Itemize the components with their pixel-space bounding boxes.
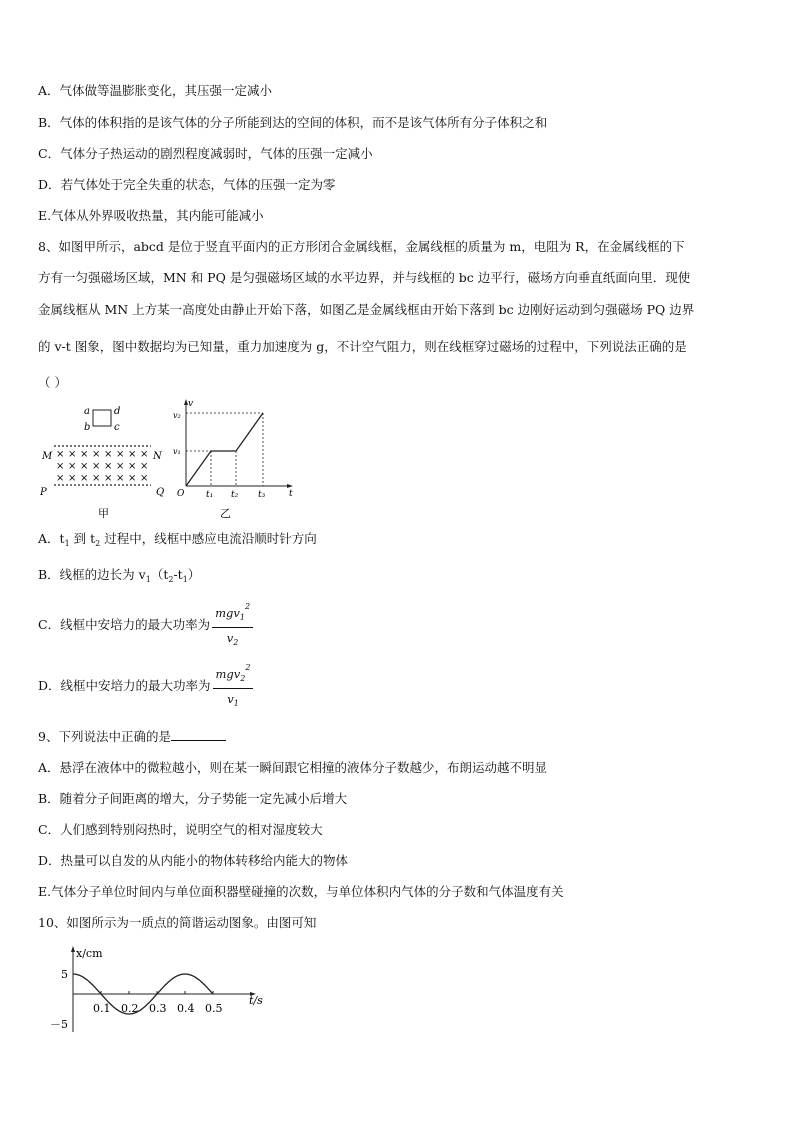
caption-yi: 乙 — [220, 507, 231, 520]
q8-option-b — [38, 567, 200, 588]
field-mark: × — [92, 461, 101, 472]
q8-stem-line-4: 的 v-t 图象，图中数据均为已知量，重力加速度为 g，不计空气阻力，则在线框穿过磁场的过程中，下列说法正确的是 — [38, 339, 687, 354]
tick-label: 0.3 — [149, 1002, 167, 1015]
q8-a-part1: A．t — [38, 531, 65, 546]
origin-label: O — [177, 489, 185, 499]
q7-option-d: D．若气体处于完全失重的状态，气体的压强一定为零 — [38, 177, 336, 192]
corner-c: c — [114, 422, 120, 433]
x-axis-arrow — [71, 946, 75, 952]
q7-option-c: C．气体分子热运动的剧烈程度减弱时，气体的压强一定减小 — [38, 146, 373, 161]
q8-d-den: v — [227, 692, 234, 706]
q9-option-b: B．随着分子间距离的增大，分子势能一定先减小后增大 — [38, 791, 348, 806]
q8-stem-line-5: （ ） — [38, 375, 67, 390]
q8-c-num-sup: 2 — [244, 602, 251, 611]
axis-t-label: t — [289, 489, 293, 499]
tick-label: 0.1 — [93, 1002, 111, 1015]
q9-stem-text: 9、下列说法中正确的是 — [38, 729, 171, 744]
q8-c-den: v — [226, 631, 234, 645]
q8-b-part4: ） — [187, 567, 201, 582]
q9-option-a: A．悬浮在液体中的微粒越小，则在某一瞬间跟它相撞的液体分子数越少，布朗运动越不明显 — [38, 760, 548, 775]
q8-d-num: mgv — [215, 667, 241, 681]
field-mark: × — [128, 461, 137, 472]
q8-d-den-sub: 1 — [233, 699, 239, 708]
field-mark: × — [56, 449, 65, 460]
field-mark: × — [80, 449, 89, 460]
field-mark: × — [80, 461, 89, 472]
field-mark: × — [68, 473, 77, 484]
field-mark: × — [116, 461, 125, 472]
field-mark: × — [140, 473, 149, 484]
q8-c-fraction — [212, 599, 253, 651]
label-m: M — [42, 451, 53, 462]
q8-a-part2: 到 t — [69, 531, 96, 546]
field-mark: × — [128, 449, 137, 460]
q8-a-sub2: 2 — [95, 539, 101, 548]
field-mark: × — [104, 449, 113, 460]
label-q: Q — [156, 487, 165, 498]
q8-b-sub3: 1 — [182, 575, 188, 584]
q8-c-num-sub: 1 — [239, 613, 245, 622]
square-frame — [93, 410, 111, 426]
tick-label: 0.5 — [205, 1002, 223, 1015]
graph-xlabel: t/s — [249, 994, 263, 1007]
t3-label: t₃ — [258, 490, 266, 500]
q8-option-d — [38, 664, 253, 708]
field-mark: × — [116, 473, 125, 484]
q8-d-fraction — [213, 660, 254, 712]
t1-label: t₁ — [206, 490, 214, 500]
q8-b-part3: -t — [173, 567, 183, 582]
t-axis-arrow — [287, 484, 293, 488]
q8-c-text: C．线框中安培力的最大功率为 — [38, 617, 211, 632]
label-p: P — [40, 487, 47, 498]
field-mark: × — [92, 473, 101, 484]
q8-d-num-sup: 2 — [245, 663, 251, 672]
field-mark: × — [128, 473, 137, 484]
q8-b-part1: B．线框的边长为 v — [38, 567, 146, 582]
field-mark: × — [56, 461, 65, 472]
q8-option-c — [38, 603, 253, 647]
q7-option-a: A．气体做等温膨胀变化，其压强一定减小 — [38, 83, 273, 98]
q8-b-sub2: 2 — [168, 575, 174, 584]
field-mark: × — [68, 461, 77, 472]
q7-option-e: E.气体从外界吸收热量，其内能可能减小 — [38, 208, 264, 223]
field-mark: × — [56, 473, 65, 484]
q8-d-text: D．线框中安培力的最大功率为 — [38, 678, 211, 693]
q9-stem — [38, 729, 226, 745]
q10-stem: 10、如图所示为一质点的简谐运动图象。由图可知 — [38, 915, 317, 930]
vt-curve — [186, 413, 263, 486]
q8-c-num: mgv — [215, 606, 240, 620]
answer-blank[interactable] — [171, 730, 226, 741]
q8-c-den-sub: 2 — [233, 638, 239, 647]
corner-a: a — [84, 406, 90, 417]
q8-option-a — [38, 531, 317, 552]
figure-jia — [36, 400, 176, 520]
q8-stem-line-1: 8、如图甲所示，abcd 是位于竖直平面内的正方形闭合金属线框，金属线框的质量为 m，电阻为 R，在金属线框的下 — [38, 239, 685, 254]
magnetic-field-marks — [56, 449, 148, 484]
graph-y-bottom: －5 — [50, 1018, 68, 1031]
q9-option-d: D．热量可以自发的从内能小的物体转移给内能大的物体 — [38, 853, 349, 868]
field-mark: × — [104, 473, 113, 484]
q9-option-e: E.气体分子单位时间内与单位面积器壁碰撞的次数，与单位体积内气体的分子数和气体温度有关 — [38, 884, 564, 899]
q8-d-num-sub: 2 — [240, 674, 246, 683]
corner-b: b — [84, 422, 91, 433]
graph-ylabel: x/cm — [76, 947, 103, 960]
q8-stem-line-2: 方有一匀强磁场区域，MN 和 PQ 是匀强磁场区域的水平边界，并与线框的 bc 边平行，磁场方向垂直纸面向里．现使 — [38, 270, 691, 285]
shm-graph — [40, 942, 280, 1037]
field-mark: × — [140, 461, 149, 472]
graph-y-top: 5 — [61, 968, 68, 981]
field-mark: × — [116, 449, 125, 460]
caption-jia: 甲 — [98, 507, 109, 520]
q9-option-c: C．人们感到特别闷热时，说明空气的相对湿度较大 — [38, 822, 323, 837]
figure-yi — [168, 396, 303, 521]
tick-label: 0.2 — [121, 1002, 139, 1015]
tick-label: 0.4 — [177, 1002, 195, 1015]
axis-v-label: v — [188, 399, 194, 409]
field-mark: × — [140, 449, 149, 460]
t2-label: t₂ — [231, 490, 239, 500]
field-mark: × — [68, 449, 77, 460]
q8-b-sub1: 1 — [145, 575, 151, 584]
q8-a-sub1: 1 — [64, 539, 70, 548]
corner-d: d — [114, 406, 121, 417]
field-mark: × — [80, 473, 89, 484]
v2-label: v₂ — [173, 411, 181, 420]
q8-a-part3: 过程中，线框中感应电流沿顺时针方向 — [100, 531, 317, 546]
q8-stem-line-3: 金属线框从 MN 上方某一高度处由静止开始下落，如图乙是金属线框由开始下落到 bc 边刚好运动到匀强磁场 PQ 边界 — [38, 302, 695, 317]
v1-label: v₁ — [173, 447, 181, 456]
field-mark: × — [92, 449, 101, 460]
label-n: N — [153, 451, 162, 462]
q8-b-part2: （t — [150, 567, 169, 582]
field-mark: × — [104, 461, 113, 472]
q7-option-b: B．气体的体积指的是该气体的分子所能到达的空间的体积，而不是该气体所有分子体积之和 — [38, 115, 548, 130]
